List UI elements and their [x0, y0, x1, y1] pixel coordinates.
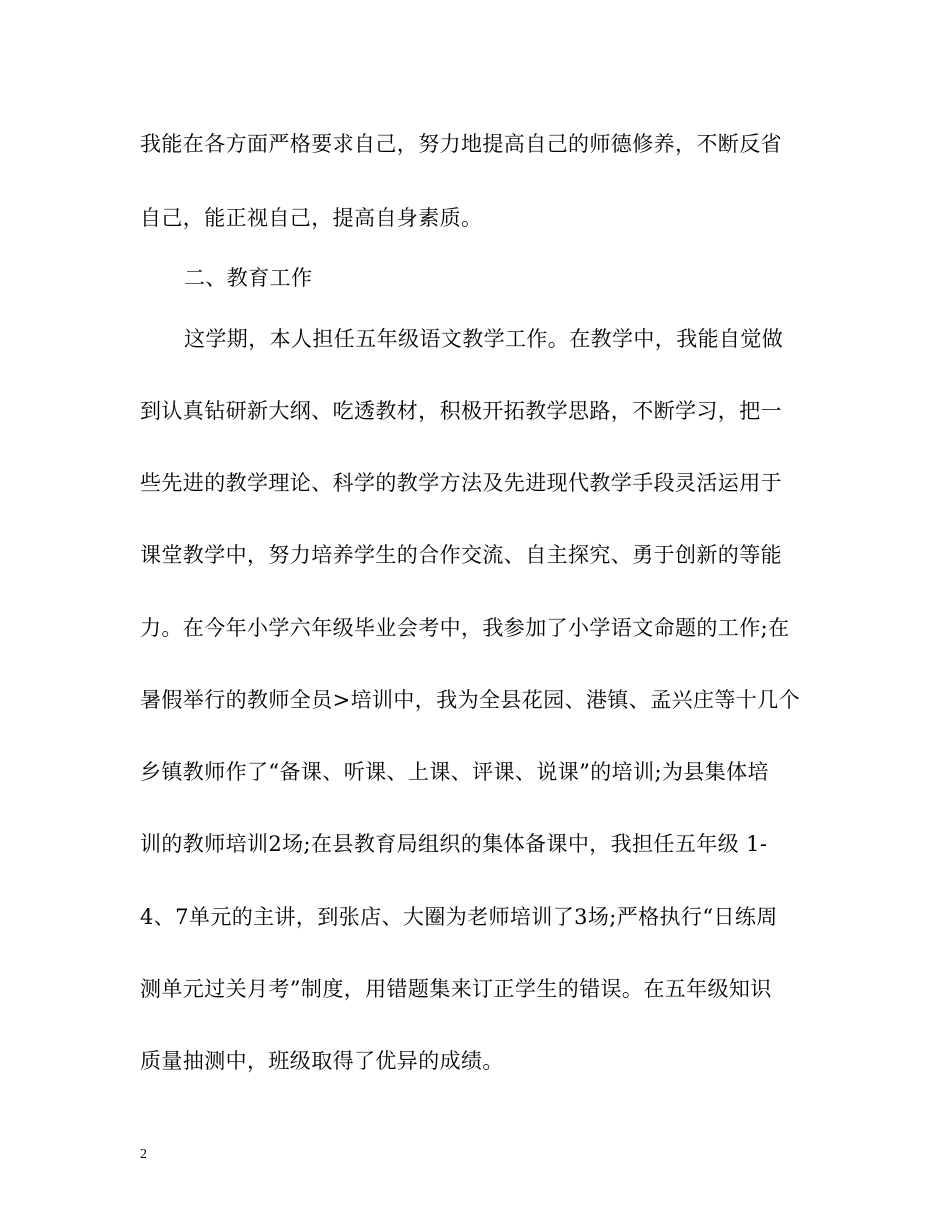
text-line-13: 测单元过关月考”制度，用错题集来订正学生的错误。在五年级知识: [140, 977, 772, 1001]
text-line-11: 训的教师培训2场;在县教育局组织的集体备课中，我担任五年级 1-: [140, 832, 768, 856]
text-line-12: 4、7单元的主讲，到张店、大圈为老师培训了3场;严格执行“日练周: [140, 905, 778, 929]
text-line-14: 质量抽测中，班级取得了优异的成绩。: [140, 1049, 504, 1073]
page-number: 2: [140, 1147, 147, 1162]
text-line-5: 到认真钻研新大纲、吃透教材，积极开拓教学思路，不断学习，把一: [140, 399, 782, 423]
text-line-9: 暑假举行的教师全员>培训中，我为全县花园、港镇、孟兴庄等十几个: [140, 688, 800, 712]
text-line-8: 力。在今年小学六年级毕业会考中，我参加了小学语文命题的工作;在: [140, 616, 790, 640]
section-heading: 二、教育工作: [184, 266, 313, 290]
text-line-1: 我能在各方面严格要求自己，努力地提高自己的师德修养，不断反省: [140, 132, 782, 156]
text-line-10: 乡镇教师作了“备课、听课、上课、评课、说课”的培训;为县集体培: [140, 760, 769, 784]
text-line-7: 课堂教学中，努力培养学生的合作交流、自主探究、勇于创新的等能: [140, 543, 782, 567]
text-line-6: 些先进的教学理论、科学的教学方法及先进现代教学手段灵活运用于: [140, 471, 782, 495]
text-line-2: 自己，能正视自己，提高自身素质。: [140, 206, 483, 230]
text-line-4: 这学期，本人担任五年级语文教学工作。在教学中，我能自觉做: [184, 327, 784, 351]
